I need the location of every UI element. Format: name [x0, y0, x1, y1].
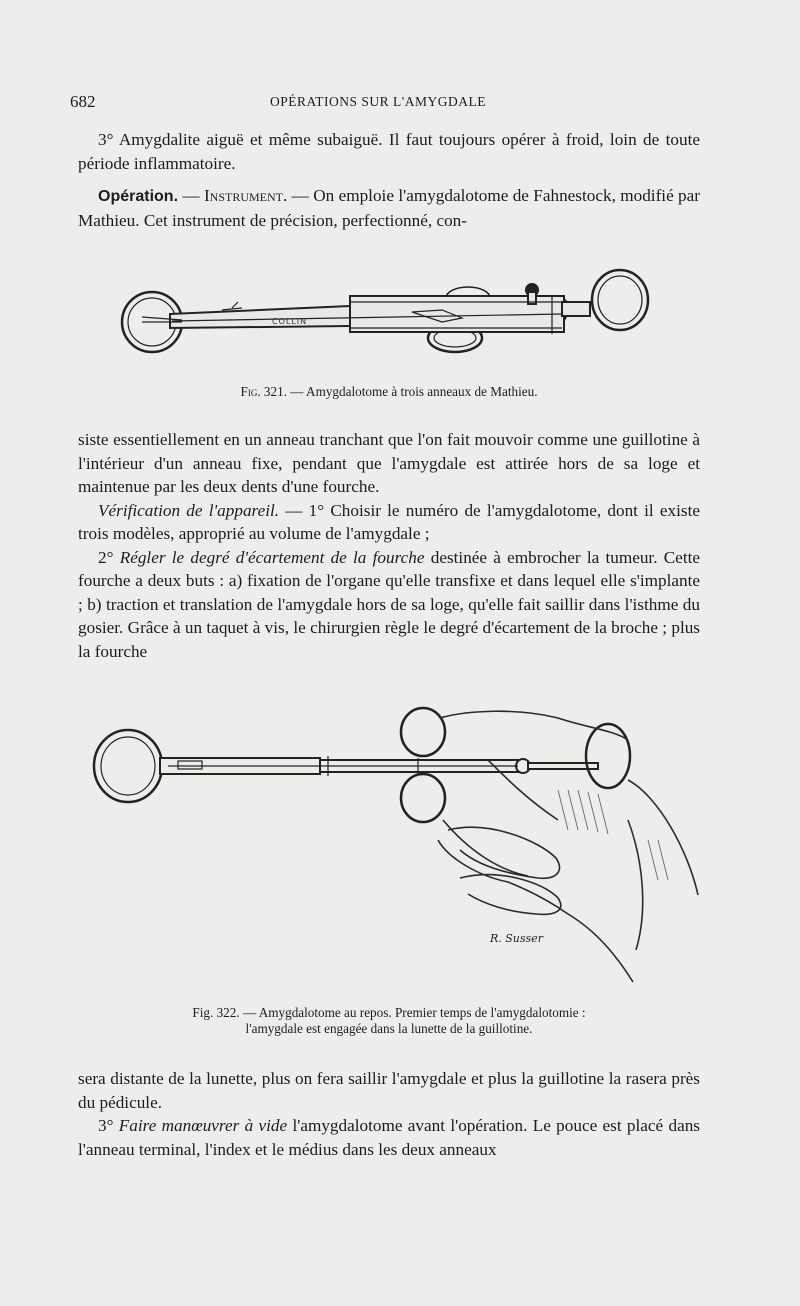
engraving-maker-mark: COLLIN: [272, 317, 308, 326]
figure-322-caption: [78, 1005, 700, 1037]
paragraph-amygdalite: 3° Amygdalite aiguë et même subaiguë. Il faut toujours opérer à froid, loin de toute période inflammatoire.: [78, 130, 700, 173]
figure-322-caption-line-1: Fig. 322. — Amygdalotome au repos. Premier temps de l'amygdalotomie :: [192, 1005, 586, 1020]
text-block-1: [78, 128, 700, 232]
page-number: 682: [70, 92, 96, 111]
paragraph-regler: 2° Régler le degré d'écartement de la fourche destinée à embrocher la tumeur. Cette fourche a deux buts : a) fixation de l'organe qu'elle transfixe et dans lequel elle s'implante ; b) traction et translation de l'amygdale hors de sa loge, qu'elle fait saillir dans l'isthme du gosier. Grâce à un taquet à vis, le chirurgien règle le degré d'écartement de la broche ; plus la fourche: [78, 547, 700, 661]
text-block-2: [78, 428, 700, 663]
figure-321-illustration: [112, 262, 657, 362]
paragraph-manoeuvre: 3° Faire manœuvrer à vide l'amygdalotome avant l'opération. Le pouce est placé dans l'anneau terminal, l'index et le médius dans les deux anneaux: [78, 1116, 700, 1159]
text-block-3: [78, 1067, 700, 1161]
regler-heading: Régler le degré d'écartement de la fourche: [119, 547, 425, 567]
page-header: [70, 92, 700, 114]
paragraph-operation: Opération. — Instrument. — On emploie l'amygdalotome de Fahnestock, modifié par Mathieu. Cet instrument de précision, perfectionné, con-: [78, 186, 701, 230]
instrument-label: Instrument.: [203, 186, 288, 205]
figure-322-caption-line-2: l'amygdale est engagée dans la lunette de la guillotine.: [245, 1021, 533, 1036]
paragraph-distance: sera distante de la lunette, plus on fera saillir l'amygdale et plus la guillotine la rasera près du pédicule.: [78, 1069, 700, 1112]
paragraph-verification: Vérification de l'appareil. — 1° Choisir le numéro de l'amygdalotome, dont il existe trois modèles, approprié au volume de l'amygdale ;: [78, 500, 700, 543]
verification-heading: Vérification de l'appareil.: [98, 500, 280, 520]
paragraph-description: siste essentiellement en un anneau tranchant que l'on fait mouvoir comme une guillotine à l'intérieur d'un anneau fixe, pendant que l'amygdale est attirée hors de sa loge et maintenue par les deux dents d'une fourche.: [78, 430, 700, 496]
operation-heading: Opération.: [98, 188, 179, 205]
running-title: OPÉRATIONS SUR L'AMYGDALE: [270, 94, 486, 109]
figure-321-title: — Amygdalotome à trois anneaux de Mathieu.: [287, 384, 538, 399]
figure-322-illustration: [88, 700, 708, 995]
figure-321-label: Fig. 321.: [240, 384, 287, 399]
figure-321-caption: [78, 384, 700, 400]
artist-signature: R. Susser: [490, 932, 543, 945]
manoeuvre-heading: Faire manœuvrer à vide: [118, 1116, 288, 1135]
